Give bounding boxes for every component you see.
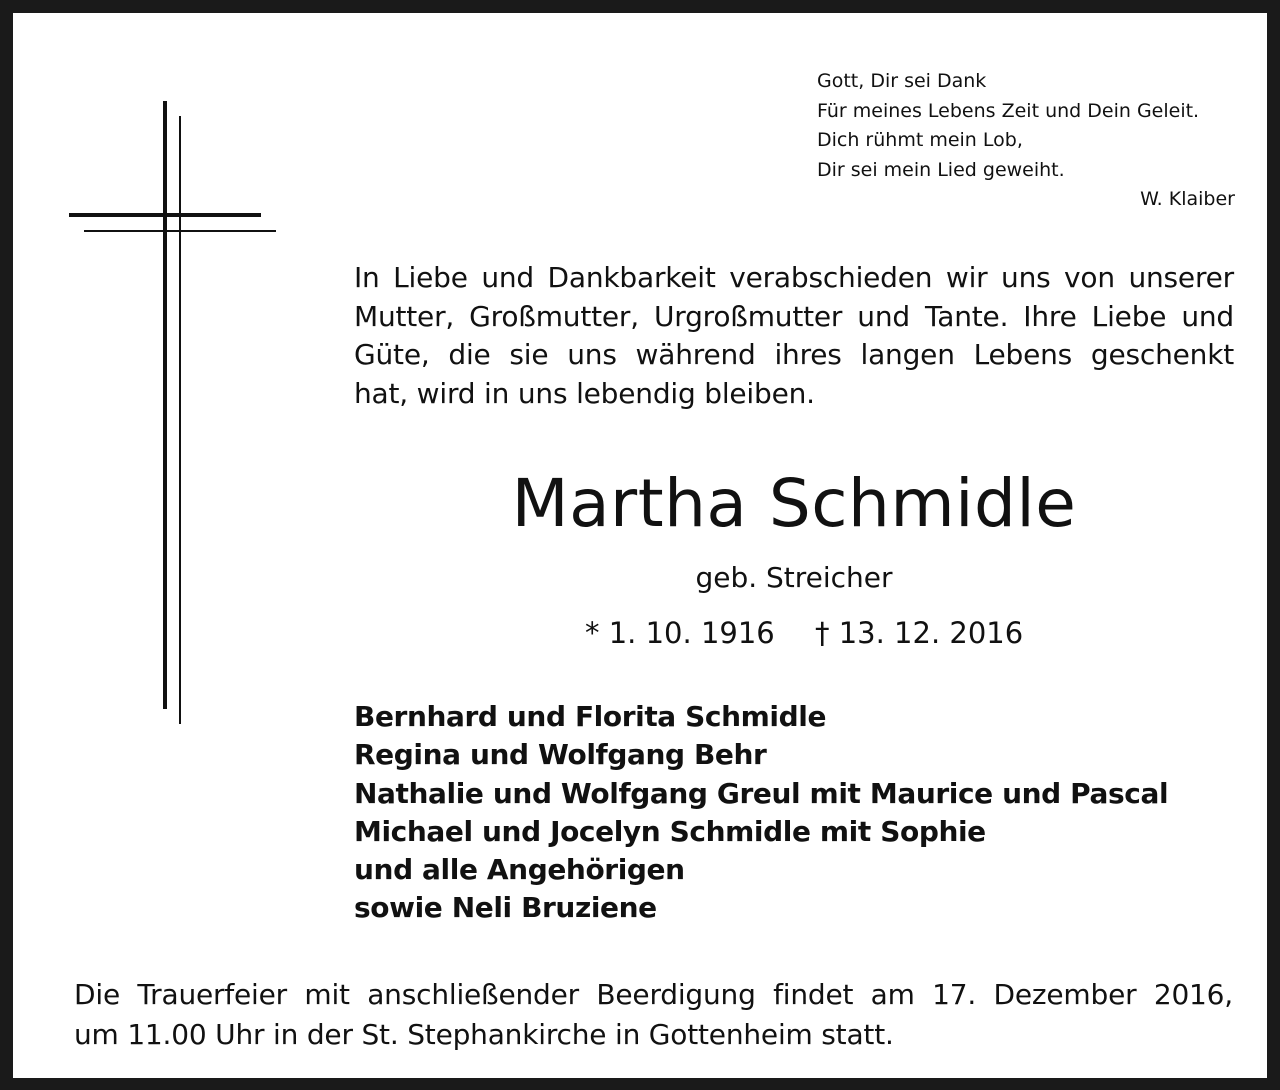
- deceased-name: Martha Schmidle: [511, 465, 1077, 542]
- birth-date: * 1. 10. 1916: [585, 616, 775, 650]
- family-member: Michael und Jocelyn Schmidle mit Sophie: [354, 814, 986, 848]
- poem-author: W. Klaiber: [1140, 188, 1235, 210]
- poem-line: Dich rühmt mein Lob,: [817, 129, 1023, 151]
- intro-line: Güte, die sie uns während ihres langen Lebens geschenkt: [354, 338, 1234, 371]
- family-list: [354, 698, 1234, 928]
- family-member: sowie Neli Bruziene: [354, 891, 657, 925]
- funeral-line: um 11.00 Uhr in der St. Stephankirche in Gottenheim statt.: [74, 1018, 894, 1051]
- poem-line: Dir sei mein Lied geweiht.: [817, 158, 1065, 181]
- family-member: Regina und Wolfgang Behr: [354, 738, 767, 772]
- funeral-line: Die Trauerfeier mit anschließender Beerdigung findet am 17. Dezember 2016,: [74, 978, 1233, 1011]
- poem-line: Für meines Lebens Zeit und Dein Geleit.: [817, 99, 1200, 122]
- family-member: Nathalie und Wolfgang Greul mit Maurice und Pascal: [354, 776, 1169, 810]
- intro-line: In Liebe und Dankbarkeit verabschieden wir uns von unserer: [354, 261, 1234, 294]
- maiden-name: geb. Streicher: [695, 561, 893, 594]
- poem-line: Gott, Dir sei Dank: [817, 70, 987, 92]
- intro-line: hat, wird in uns lebendig bleiben.: [354, 376, 815, 410]
- family-member: und alle Angehörigen: [354, 853, 685, 887]
- intro-line: Mutter, Großmutter, Urgroßmutter und Tante. Ihre Liebe und: [354, 299, 1234, 333]
- death-date: † 13. 12. 2016: [815, 616, 1024, 650]
- family-member: Bernhard und Florita Schmidle: [354, 700, 827, 733]
- intro-text: [354, 259, 1234, 413]
- poem: [817, 67, 1235, 215]
- funeral-notice: [74, 975, 1233, 1055]
